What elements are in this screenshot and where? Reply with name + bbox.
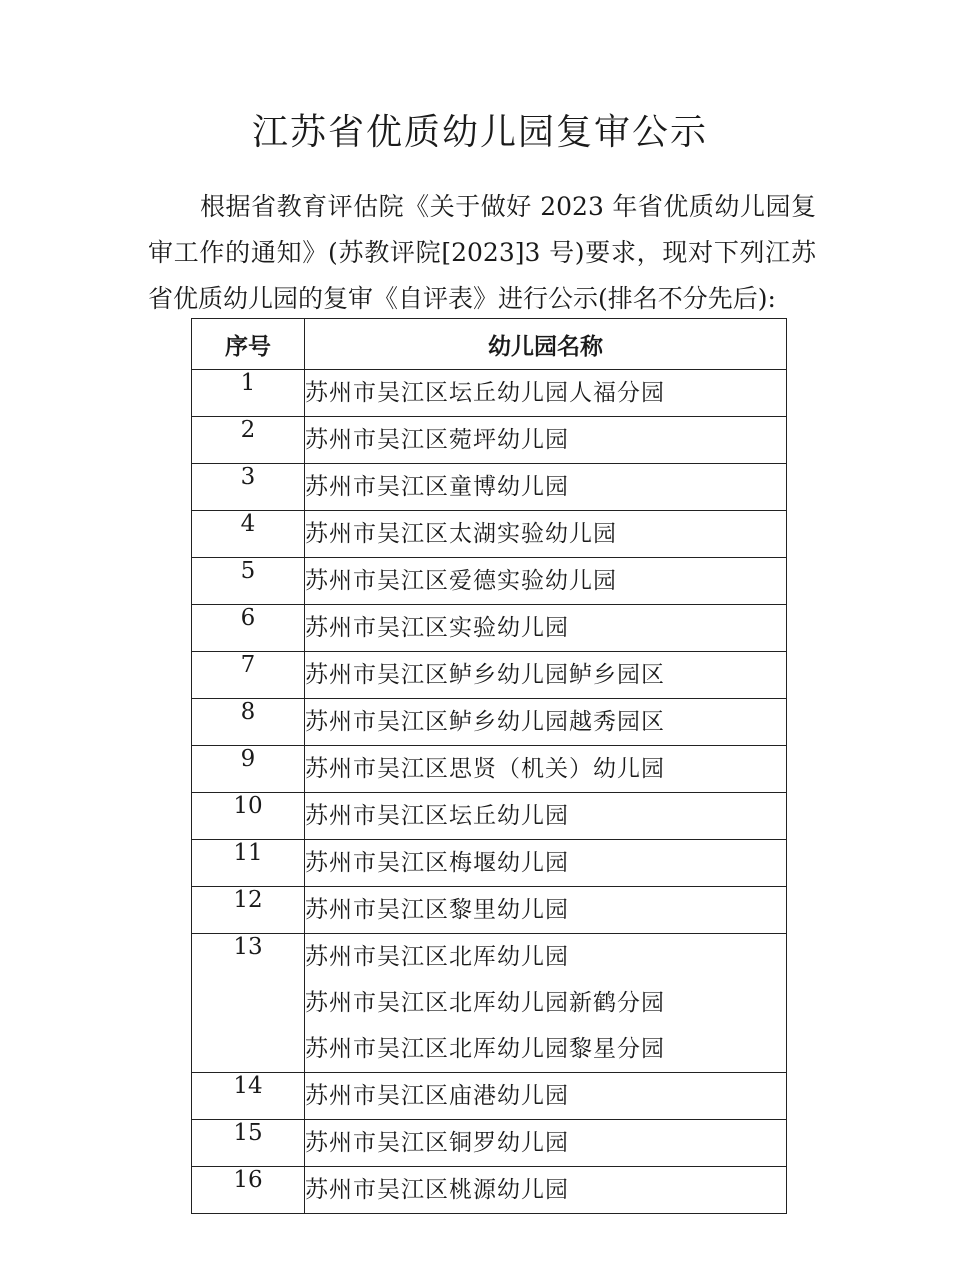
row-name-cell (305, 1167, 787, 1214)
table-row (192, 699, 787, 746)
kindergarten-name: 苏州市吴江区黎里幼儿园 (305, 897, 569, 923)
table-row (192, 1120, 787, 1167)
row-number: 5 (192, 558, 305, 605)
kindergarten-name: 苏州市吴江区北厍幼儿园 (305, 944, 569, 970)
row-name-cell (305, 1120, 787, 1167)
row-name-cell (305, 417, 787, 464)
kindergarten-name: 苏州市吴江区鲈乡幼儿园越秀园区 (305, 709, 665, 735)
kindergarten-name: 苏州市吴江区实验幼儿园 (305, 615, 569, 641)
kindergarten-name: 苏州市吴江区爱德实验幼儿园 (305, 568, 617, 594)
kindergarten-name: 苏州市吴江区菀坪幼儿园 (305, 427, 569, 453)
table-row (192, 934, 787, 1073)
table-row (192, 511, 787, 558)
kindergarten-name: 苏州市吴江区太湖实验幼儿园 (305, 521, 617, 547)
table-body (192, 370, 787, 1214)
row-number: 13 (192, 934, 305, 1073)
row-number: 9 (192, 746, 305, 793)
row-name-cell (305, 511, 787, 558)
row-number: 12 (192, 887, 305, 934)
row-name-cell (305, 746, 787, 793)
kindergarten-name: 苏州市吴江区北厍幼儿园黎星分园 (305, 1036, 665, 1062)
row-number: 3 (192, 464, 305, 511)
row-number: 1 (192, 370, 305, 417)
table-row (192, 558, 787, 605)
row-number: 11 (192, 840, 305, 887)
header-number: 序号 (192, 319, 305, 370)
kindergarten-name: 苏州市吴江区坛丘幼儿园人福分园 (305, 380, 665, 406)
table-row (192, 370, 787, 417)
row-name-cell (305, 699, 787, 746)
kindergarten-name: 苏州市吴江区北厍幼儿园新鹤分园 (305, 990, 665, 1016)
kindergarten-name: 苏州市吴江区庙港幼儿园 (305, 1083, 569, 1109)
kindergarten-name: 苏州市吴江区桃源幼儿园 (305, 1177, 569, 1203)
row-name-cell (305, 558, 787, 605)
table-row (192, 605, 787, 652)
row-name-cell (305, 605, 787, 652)
table-row (192, 746, 787, 793)
row-name-cell (305, 464, 787, 511)
row-name-cell (305, 652, 787, 699)
kindergarten-name: 苏州市吴江区铜罗幼儿园 (305, 1130, 569, 1156)
row-name-cell (305, 793, 787, 840)
kindergarten-name: 苏州市吴江区鲈乡幼儿园鲈乡园区 (305, 662, 665, 688)
table-row (192, 417, 787, 464)
row-number: 6 (192, 605, 305, 652)
row-number: 14 (192, 1073, 305, 1120)
table-row (192, 652, 787, 699)
row-name-cell (305, 934, 787, 1073)
row-name-cell (305, 1073, 787, 1120)
row-number: 2 (192, 417, 305, 464)
row-number: 7 (192, 652, 305, 699)
intro-paragraph: 根据省教育评估院《关于做好 2023 年省优质幼儿园复审工作的通知》(苏教评院[2023]3 号)要求，现对下列江苏省优质幼儿园的复审《自评表》进行公示(排名不分先后): (148, 192, 816, 313)
table-row (192, 1167, 787, 1214)
table-row (192, 464, 787, 511)
table-row (192, 887, 787, 934)
table-row (192, 840, 787, 887)
table-header-row (192, 319, 787, 370)
document-title: 江苏省优质幼儿园复审公示 (251, 112, 708, 154)
row-number: 16 (192, 1167, 305, 1214)
row-name-cell (305, 370, 787, 417)
row-number: 10 (192, 793, 305, 840)
kindergarten-name: 苏州市吴江区梅堰幼儿园 (305, 850, 569, 876)
row-name-cell (305, 887, 787, 934)
kindergarten-name: 苏州市吴江区童博幼儿园 (305, 474, 569, 500)
table-row (192, 793, 787, 840)
row-name-cell (305, 840, 787, 887)
kindergarten-name: 苏州市吴江区坛丘幼儿园 (305, 803, 569, 829)
row-number: 8 (192, 699, 305, 746)
row-number: 4 (192, 511, 305, 558)
table-row (192, 1073, 787, 1120)
header-name: 幼儿园名称 (305, 319, 787, 370)
row-number: 15 (192, 1120, 305, 1167)
kindergarten-table (191, 318, 787, 1214)
kindergarten-name: 苏州市吴江区思贤（机关）幼儿园 (305, 756, 665, 782)
